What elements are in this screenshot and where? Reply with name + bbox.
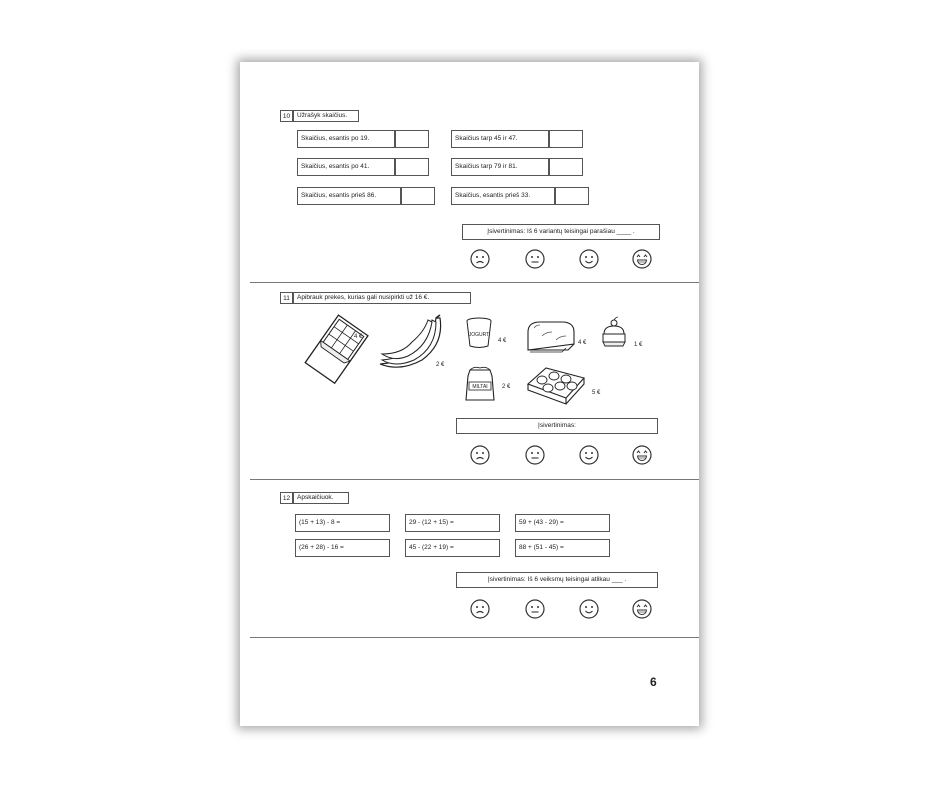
- task-10-answer-6[interactable]: [555, 187, 589, 205]
- bread-image[interactable]: [522, 314, 578, 356]
- sad-face-icon[interactable]: [470, 249, 490, 269]
- task-10-answer-1[interactable]: [395, 130, 429, 148]
- divider-3: [250, 637, 699, 638]
- task-11-assessment: Įsivertinimas:: [456, 418, 658, 434]
- task-10-item-6: Skaičius, esantis prieš 33.: [451, 187, 555, 205]
- page-number: 6: [650, 675, 657, 689]
- task-10-item-4: Skaičius tarp 79 ir 81.: [451, 158, 549, 176]
- neutral-face-icon[interactable]: [525, 445, 545, 465]
- expression-5[interactable]: 45 - (22 + 19) =: [405, 539, 500, 557]
- expression-3[interactable]: 59 + (43 - 29) =: [515, 514, 610, 532]
- task-10-item-1: Skaičius, esantis po 19.: [297, 130, 395, 148]
- expression-4[interactable]: (26 + 28) - 16 =: [295, 539, 390, 557]
- divider-2: [250, 479, 699, 480]
- task-12-number: 12: [280, 492, 293, 504]
- task-10-assessment: Įsivertinimas: Iš 6 variantų teisingai parašiau ____ .: [462, 224, 660, 240]
- expression-1[interactable]: (15 + 13) - 8 =: [295, 514, 390, 532]
- sad-face-icon[interactable]: [470, 445, 490, 465]
- flour-price: 2 €: [502, 384, 511, 390]
- task-10-answer-5[interactable]: [401, 187, 435, 205]
- eggs-price: 5 €: [592, 390, 601, 396]
- neutral-face-icon[interactable]: [525, 599, 545, 619]
- expression-2[interactable]: 29 - (12 + 15) =: [405, 514, 500, 532]
- task-10-answer-3[interactable]: [395, 158, 429, 176]
- task-11-number: 11: [280, 292, 293, 304]
- grin-face-icon[interactable]: [632, 249, 652, 269]
- task-10-item-3: Skaičius, esantis po 41.: [297, 158, 395, 176]
- bread-price: 4 €: [578, 340, 587, 346]
- yogurt-image[interactable]: [464, 316, 494, 350]
- sad-face-icon[interactable]: [470, 599, 490, 619]
- chocolate-price: 4 €: [354, 334, 363, 340]
- task-10-answer-2[interactable]: [549, 130, 583, 148]
- chocolate-bar-image[interactable]: [300, 314, 372, 386]
- cake-price: 1 €: [634, 342, 643, 348]
- egg-carton-image[interactable]: [524, 364, 588, 408]
- task-12-title: Apskaičiuok.: [293, 492, 349, 504]
- task-10-answer-4[interactable]: [549, 158, 583, 176]
- smile-face-icon[interactable]: [579, 599, 599, 619]
- task-12-assessment: Įsivertinimas: Iš 6 veiksmų teisingai atlikau ___ .: [456, 572, 658, 588]
- task-11-title: Apibrauk prekes, kurias gali nusipirkti už 16 €.: [293, 292, 471, 304]
- bananas-price: 2 €: [436, 362, 445, 368]
- task-10-number: 10: [280, 110, 293, 122]
- smile-face-icon[interactable]: [579, 445, 599, 465]
- task-10-item-5: Skaičius, esantis prieš 86.: [297, 187, 401, 205]
- task-12-faces: [240, 596, 699, 622]
- neutral-face-icon[interactable]: [525, 249, 545, 269]
- task-10-item-2: Skaičius tarp 45 ir 47.: [451, 130, 549, 148]
- worksheet-page: [240, 62, 699, 726]
- task-10-faces: [240, 246, 699, 272]
- flour-label: MILTAI: [472, 384, 488, 390]
- yogurt-label: JOGURT: [468, 332, 490, 338]
- divider-1: [250, 282, 699, 283]
- smile-face-icon[interactable]: [579, 249, 599, 269]
- task-10-title: Užrašyk skaičius.: [293, 110, 359, 122]
- grin-face-icon[interactable]: [632, 445, 652, 465]
- expression-6[interactable]: 88 + (51 - 45) =: [515, 539, 610, 557]
- yogurt-price: 4 €: [498, 338, 507, 344]
- task-11-faces: [240, 442, 699, 468]
- grin-face-icon[interactable]: [632, 599, 652, 619]
- cake-image[interactable]: [600, 316, 628, 350]
- flour-image[interactable]: [462, 364, 498, 404]
